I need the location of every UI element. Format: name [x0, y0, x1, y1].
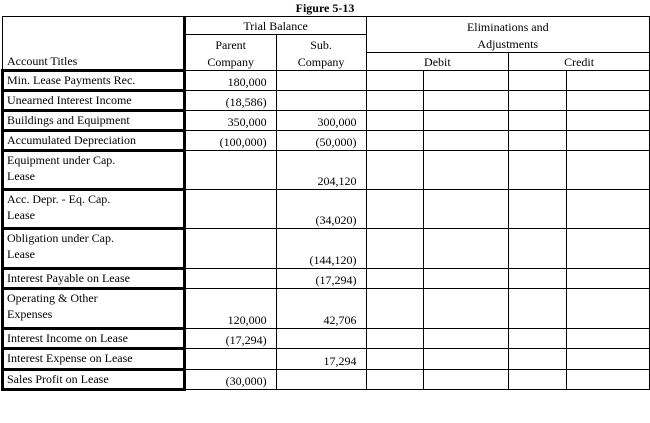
eliminations-header-line1: Eliminations and	[366, 17, 649, 35]
table-row	[3, 289, 650, 329]
account-title: Interest Expense on Lease	[3, 349, 185, 370]
sub-amount: 42,706	[276, 289, 366, 329]
sub-header-line2: Company	[276, 53, 366, 71]
account-title-line2: Lease	[7, 169, 35, 183]
sub-amount	[276, 71, 366, 91]
account-titles-header: Account Titles	[3, 53, 185, 71]
debit-header: Debit	[366, 53, 509, 71]
account-title-line1: Obligation under Cap.	[7, 231, 114, 245]
parent-amount: (17,294)	[184, 329, 276, 349]
table-row	[3, 131, 650, 151]
table-row	[3, 91, 650, 111]
account-title: Interest Income on Lease	[3, 329, 185, 349]
account-title-line2: Expenses	[7, 307, 53, 321]
sub-amount: (144,120)	[276, 229, 366, 269]
parent-amount	[184, 229, 276, 269]
table-row	[3, 370, 650, 390]
account-title: Accumulated Depreciation	[3, 131, 185, 151]
parent-amount: (30,000)	[184, 370, 276, 390]
parent-amount: (100,000)	[184, 131, 276, 151]
sub-amount: (34,020)	[276, 190, 366, 229]
table-row	[3, 349, 650, 370]
account-title	[3, 229, 185, 269]
account-title: Unearned Interest Income	[3, 91, 185, 111]
parent-header-line1: Parent	[184, 35, 276, 53]
account-title	[3, 190, 185, 229]
parent-amount	[184, 151, 276, 190]
credit-header: Credit	[509, 53, 650, 71]
sub-amount: 300,000	[276, 111, 366, 131]
parent-amount: 350,000	[184, 111, 276, 131]
parent-amount: 180,000	[184, 71, 276, 91]
account-titles-header-spacer	[3, 35, 185, 53]
sub-amount: (17,294)	[276, 269, 366, 289]
account-title: Interest Payable on Lease	[3, 269, 185, 289]
trial-balance-header: Trial Balance	[184, 17, 366, 35]
account-title: Min. Lease Payments Rec.	[3, 71, 185, 91]
parent-amount	[184, 269, 276, 289]
account-title	[3, 289, 185, 329]
parent-amount	[184, 190, 276, 229]
sub-amount	[276, 91, 366, 111]
table-row	[3, 151, 650, 190]
account-title-line1: Operating & Other	[7, 291, 98, 305]
eliminations-header-line2: Adjustments	[366, 35, 649, 53]
account-title-line1: Equipment under Cap.	[7, 153, 116, 167]
worksheet-table	[1, 16, 650, 391]
account-titles-header-blank	[3, 17, 185, 35]
table-row	[3, 111, 650, 131]
sub-amount	[276, 329, 366, 349]
figure-title: Figure 5-13	[295, 1, 355, 15]
parent-amount: (18,586)	[184, 91, 276, 111]
parent-amount	[184, 349, 276, 370]
parent-amount: 120,000	[184, 289, 276, 329]
sub-header-line1: Sub.	[276, 35, 366, 53]
account-title: Sales Profit on Lease	[3, 370, 185, 390]
sub-amount: (50,000)	[276, 131, 366, 151]
sub-amount: 204,120	[276, 151, 366, 190]
sub-amount	[276, 370, 366, 390]
sub-amount: 17,294	[276, 349, 366, 370]
table-row	[3, 71, 650, 91]
account-title-line2: Lease	[7, 208, 35, 222]
table-row	[3, 269, 650, 289]
table-row	[3, 190, 650, 229]
account-title-line1: Acc. Depr. - Eq. Cap.	[7, 192, 111, 206]
table-row	[3, 329, 650, 349]
table-row	[3, 229, 650, 269]
account-title: Buildings and Equipment	[3, 111, 185, 131]
account-title	[3, 151, 185, 190]
parent-header-line2: Company	[184, 53, 276, 71]
account-title-line2: Lease	[7, 247, 35, 261]
